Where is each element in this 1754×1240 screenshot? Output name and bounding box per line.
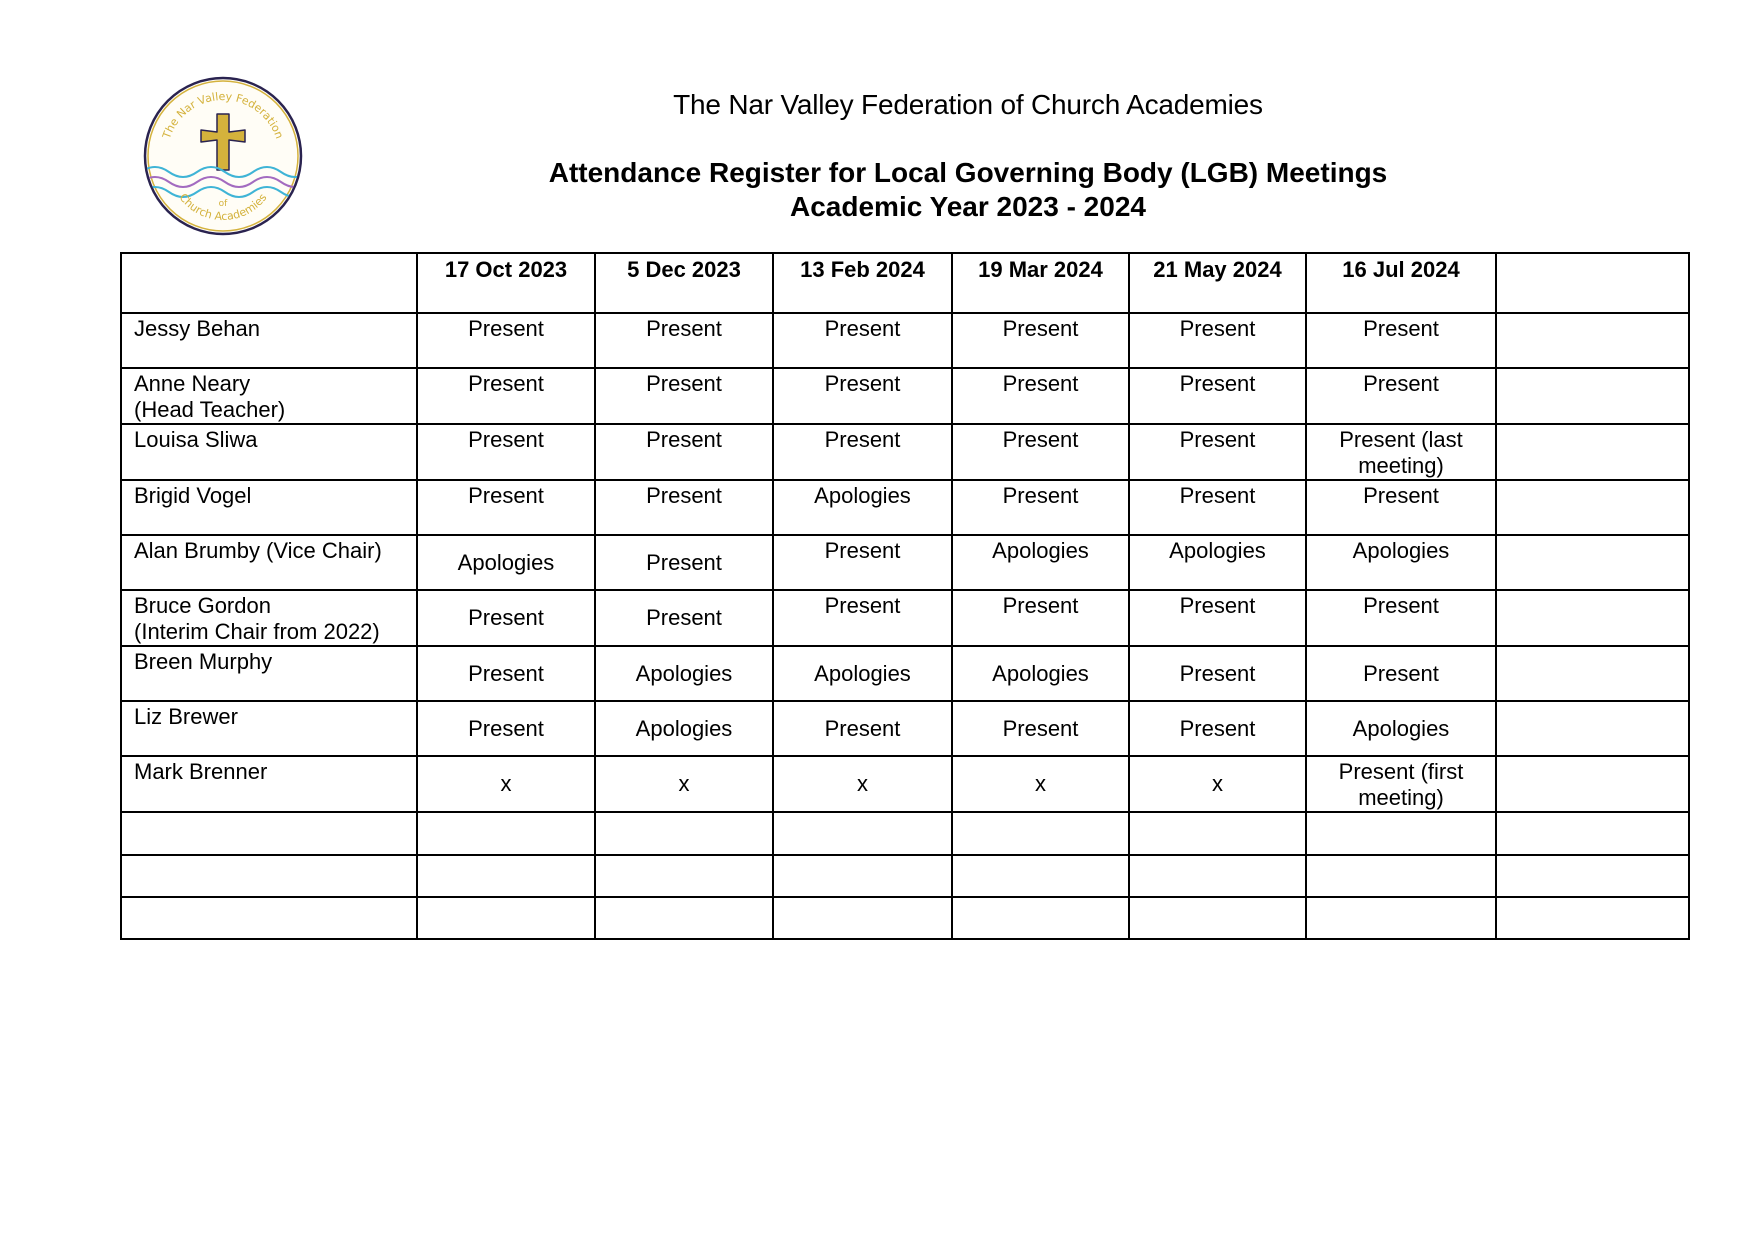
attendance-table: [120, 252, 1690, 940]
logo-text-top: The Nar Valley Federation: [160, 89, 286, 141]
attendance-cell: Present: [417, 590, 595, 646]
academic-year: Academic Year 2023 - 2024: [790, 191, 1146, 222]
member-role: (Head Teacher): [134, 397, 286, 422]
attendance-cell: [1496, 535, 1689, 590]
attendance-cell: Apologies: [1306, 701, 1496, 756]
member-name: Jessy Behan: [134, 316, 260, 341]
attendance-cell: Present: [595, 313, 773, 368]
member-name: Brigid Vogel: [134, 483, 252, 508]
attendance-cell: x: [952, 756, 1129, 812]
attendance-cell: Present: [417, 701, 595, 756]
attendance-cell: x: [417, 756, 595, 812]
attendance-cell: [1496, 855, 1689, 897]
attendance-cell: Present: [1129, 368, 1306, 424]
attendance-cell: Present: [595, 368, 773, 424]
attendance-cell: Apologies: [1129, 535, 1306, 590]
member-cell: [121, 855, 417, 897]
member-name: Mark Brenner: [134, 759, 268, 784]
attendance-cell: Present: [595, 535, 773, 590]
attendance-cell: Present: [1306, 480, 1496, 535]
member-name: Alan Brumby (Vice Chair): [134, 538, 382, 563]
attendance-cell: Apologies: [595, 646, 773, 701]
attendance-cell: Present (last meeting): [1306, 424, 1496, 480]
attendance-cell: Apologies: [952, 535, 1129, 590]
attendance-cell: [1306, 855, 1496, 897]
attendance-cell: Apologies: [952, 646, 1129, 701]
member-cell: [121, 424, 417, 480]
column-header-date: 21 May 2024: [1129, 253, 1306, 313]
attendance-cell: Apologies: [1306, 535, 1496, 590]
attendance-cell: [1496, 590, 1689, 646]
attendance-cell: Apologies: [773, 480, 952, 535]
attendance-cell: Present: [773, 535, 952, 590]
attendance-cell: Present: [773, 313, 952, 368]
attendance-cell: Present: [595, 590, 773, 646]
member-cell: [121, 897, 417, 939]
table-row: [121, 590, 1689, 646]
attendance-cell: Present: [773, 701, 952, 756]
table-row: [121, 313, 1689, 368]
member-cell: [121, 812, 417, 855]
table-row: [121, 756, 1689, 812]
attendance-cell: [1129, 812, 1306, 855]
logo-text-bottom: Church Academies: [176, 191, 270, 224]
table-row: [121, 480, 1689, 535]
attendance-cell: [952, 812, 1129, 855]
column-header-date: 13 Feb 2024: [773, 253, 952, 313]
organisation-name: The Nar Valley Federation of Church Academies: [673, 89, 1263, 120]
attendance-cell: Apologies: [595, 701, 773, 756]
attendance-cell: Present: [417, 480, 595, 535]
attendance-cell: Present: [952, 424, 1129, 480]
empty-table-row: [121, 897, 1689, 939]
member-cell: [121, 480, 417, 535]
attendance-cell: [1306, 812, 1496, 855]
attendance-cell: x: [595, 756, 773, 812]
member-cell: [121, 313, 417, 368]
attendance-cell: Present: [417, 424, 595, 480]
attendance-cell: [417, 897, 595, 939]
member-cell: [121, 646, 417, 701]
attendance-cell: Present: [952, 590, 1129, 646]
logo-emblem-icon: [141, 74, 305, 238]
table-row: [121, 368, 1689, 424]
attendance-cell: Present: [773, 368, 952, 424]
member-name: Louisa Sliwa: [134, 427, 258, 452]
attendance-cell: [1129, 897, 1306, 939]
column-header-date: 16 Jul 2024: [1306, 253, 1496, 313]
attendance-cell: [595, 897, 773, 939]
attendance-cell: [1496, 313, 1689, 368]
attendance-cell: [595, 812, 773, 855]
attendance-cell: [1496, 368, 1689, 424]
attendance-cell: Present: [1129, 590, 1306, 646]
attendance-cell: Present: [595, 424, 773, 480]
attendance-cell: Present: [595, 480, 773, 535]
member-cell: [121, 590, 417, 646]
attendance-cell: [595, 855, 773, 897]
attendance-cell: Present: [1129, 424, 1306, 480]
attendance-cell: Present: [417, 313, 595, 368]
empty-table-row: [121, 812, 1689, 855]
attendance-cell: Present: [1306, 313, 1496, 368]
attendance-cell: Present: [773, 424, 952, 480]
document-title: [450, 156, 1486, 224]
attendance-cell: [773, 897, 952, 939]
attendance-cell: Present: [952, 313, 1129, 368]
member-cell: [121, 368, 417, 424]
attendance-cell: Present: [1306, 368, 1496, 424]
attendance-cell: [1496, 480, 1689, 535]
member-cell: [121, 701, 417, 756]
attendance-cell: Present: [1129, 701, 1306, 756]
column-header-date: 5 Dec 2023: [595, 253, 773, 313]
attendance-cell: [1496, 646, 1689, 701]
column-header-name: [121, 253, 417, 313]
attendance-cell: Present: [417, 646, 595, 701]
attendance-cell: Present: [952, 701, 1129, 756]
attendance-cell: Present: [952, 368, 1129, 424]
table-row: [121, 424, 1689, 480]
member-cell: [121, 756, 417, 812]
attendance-cell: [1306, 897, 1496, 939]
member-role: (Interim Chair from 2022): [134, 619, 380, 644]
member-name: Anne Neary: [134, 371, 251, 396]
logo-text-of: of: [218, 199, 228, 209]
table-row: [121, 646, 1689, 701]
column-header-date: 19 Mar 2024: [952, 253, 1129, 313]
attendance-cell: [773, 812, 952, 855]
header-row: [121, 253, 1689, 313]
attendance-cell: Present: [1306, 646, 1496, 701]
attendance-cell: Present (first meeting): [1306, 756, 1496, 812]
attendance-cell: [1496, 812, 1689, 855]
attendance-cell: Apologies: [773, 646, 952, 701]
empty-table-row: [121, 855, 1689, 897]
attendance-cell: [417, 812, 595, 855]
attendance-cell: Present: [1129, 313, 1306, 368]
attendance-cell: [773, 855, 952, 897]
member-name: Breen Murphy: [134, 649, 273, 674]
table-row: [121, 535, 1689, 590]
attendance-cell: [952, 855, 1129, 897]
attendance-cell: Present: [1306, 590, 1496, 646]
member-cell: [121, 535, 417, 590]
attendance-cell: [1496, 701, 1689, 756]
attendance-cell: Apologies: [417, 535, 595, 590]
attendance-cell: Present: [773, 590, 952, 646]
column-header-date: 17 Oct 2023: [417, 253, 595, 313]
member-name: Bruce Gordon: [134, 593, 271, 618]
attendance-cell: [1496, 424, 1689, 480]
attendance-cell: [1496, 897, 1689, 939]
attendance-cell: x: [1129, 756, 1306, 812]
attendance-cell: x: [773, 756, 952, 812]
attendance-cell: [1496, 756, 1689, 812]
table-row: [121, 701, 1689, 756]
attendance-cell: Present: [1129, 646, 1306, 701]
column-header-blank: [1496, 253, 1689, 313]
attendance-cell: [417, 855, 595, 897]
attendance-cell: Present: [952, 480, 1129, 535]
attendance-cell: [1129, 855, 1306, 897]
attendance-cell: Present: [417, 368, 595, 424]
federation-logo: [141, 74, 305, 238]
attendance-cell: [952, 897, 1129, 939]
member-name: Liz Brewer: [134, 704, 238, 729]
register-title: Attendance Register for Local Governing Body (LGB) Meetings: [548, 157, 1388, 188]
attendance-cell: Present: [1129, 480, 1306, 535]
